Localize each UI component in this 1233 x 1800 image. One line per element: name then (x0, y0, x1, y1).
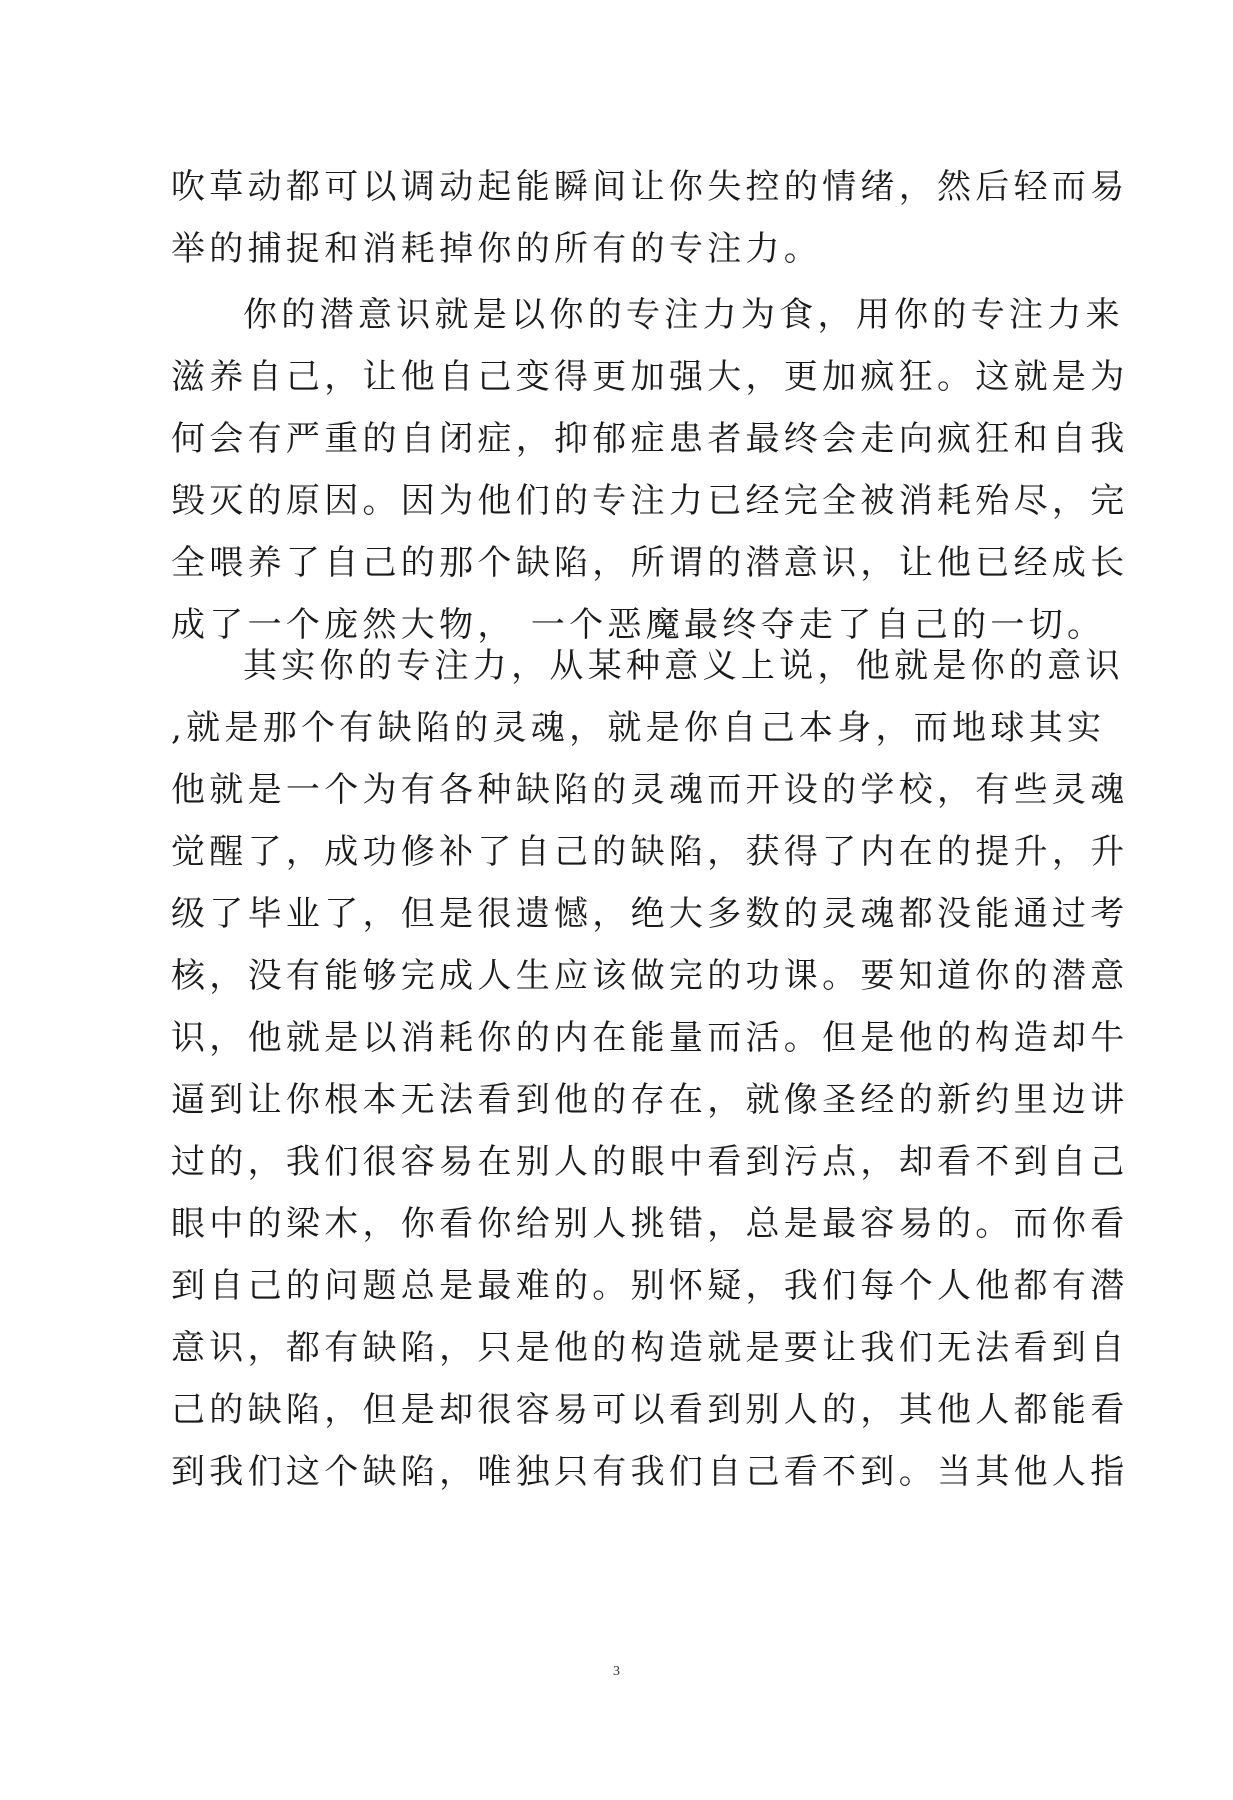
paragraph-2 (171, 284, 1129, 656)
text-line: 其实你的专注力，从某种意义上说，他就是你的意识 (243, 646, 1124, 686)
text-line: 己的缺陷，但是却很容易可以看到别人的，其他人都能看 (171, 1390, 1129, 1430)
text-line: 他就是一个为有各种缺陷的灵魂而开设的学校，有些灵魂 (171, 770, 1129, 810)
text-line: 你的潜意识就是以你的专注力为食，用你的专注力来 (243, 295, 1124, 335)
text-line: ,就是那个有缺陷的灵魂，就是你自己本身，而地球其实 (171, 708, 1106, 748)
text-line: 举的捕捉和消耗掉你的所有的专注力。 (171, 229, 823, 269)
text-line: 级了毕业了，但是很遗憾，绝大多数的灵魂都没能通过考 (171, 894, 1129, 934)
text-line: 吹草动都可以调动起能瞬间让你失控的情绪，然后轻而易 (171, 167, 1129, 207)
page-number: 3 (613, 1664, 620, 1679)
text-line: 过的，我们很容易在别人的眼中看到污点，却看不到自己 (171, 1142, 1129, 1182)
text-line: 逼到让你根本无法看到他的存在，就像圣经的新约里边讲 (171, 1080, 1129, 1120)
text-line: 核，没有能够完成人生应该做完的功课。要知道你的潜意 (171, 956, 1129, 996)
text-line: 意识，都有缺陷，只是他的构造就是要让我们无法看到自 (171, 1328, 1129, 1368)
text-line: 眼中的梁木，你看你给别人挑错，总是最容易的。而你看 (171, 1204, 1129, 1244)
text-line: 全喂养了自己的那个缺陷，所谓的潜意识，让他已经成长 (171, 543, 1129, 583)
text-line: 滋养自己，让他自己变得更加强大，更加疯狂。这就是为 (171, 357, 1129, 397)
text-line: 成了一个庞然大物， 一个恶魔最终夺走了自己的一切。 (171, 605, 1106, 645)
paragraph-3 (171, 635, 1129, 1503)
text-line: 何会有严重的自闭症，抑郁症患者最终会走向疯狂和自我 (171, 419, 1129, 459)
text-line: 觉醒了，成功修补了自己的缺陷，获得了内在的提升，升 (171, 832, 1129, 872)
text-line: 毁灭的原因。因为他们的专注力已经完全被消耗殆尽，完 (171, 481, 1129, 521)
paragraph-1 (171, 156, 1129, 280)
text-line: 到自己的问题总是最难的。别怀疑，我们每个人他都有潜 (171, 1266, 1129, 1306)
text-line: 到我们这个缺陷，唯独只有我们自己看不到。当其他人指 (171, 1452, 1129, 1492)
text-line: 识，他就是以消耗你的内在能量而活。但是他的构造却牛 (171, 1018, 1129, 1058)
